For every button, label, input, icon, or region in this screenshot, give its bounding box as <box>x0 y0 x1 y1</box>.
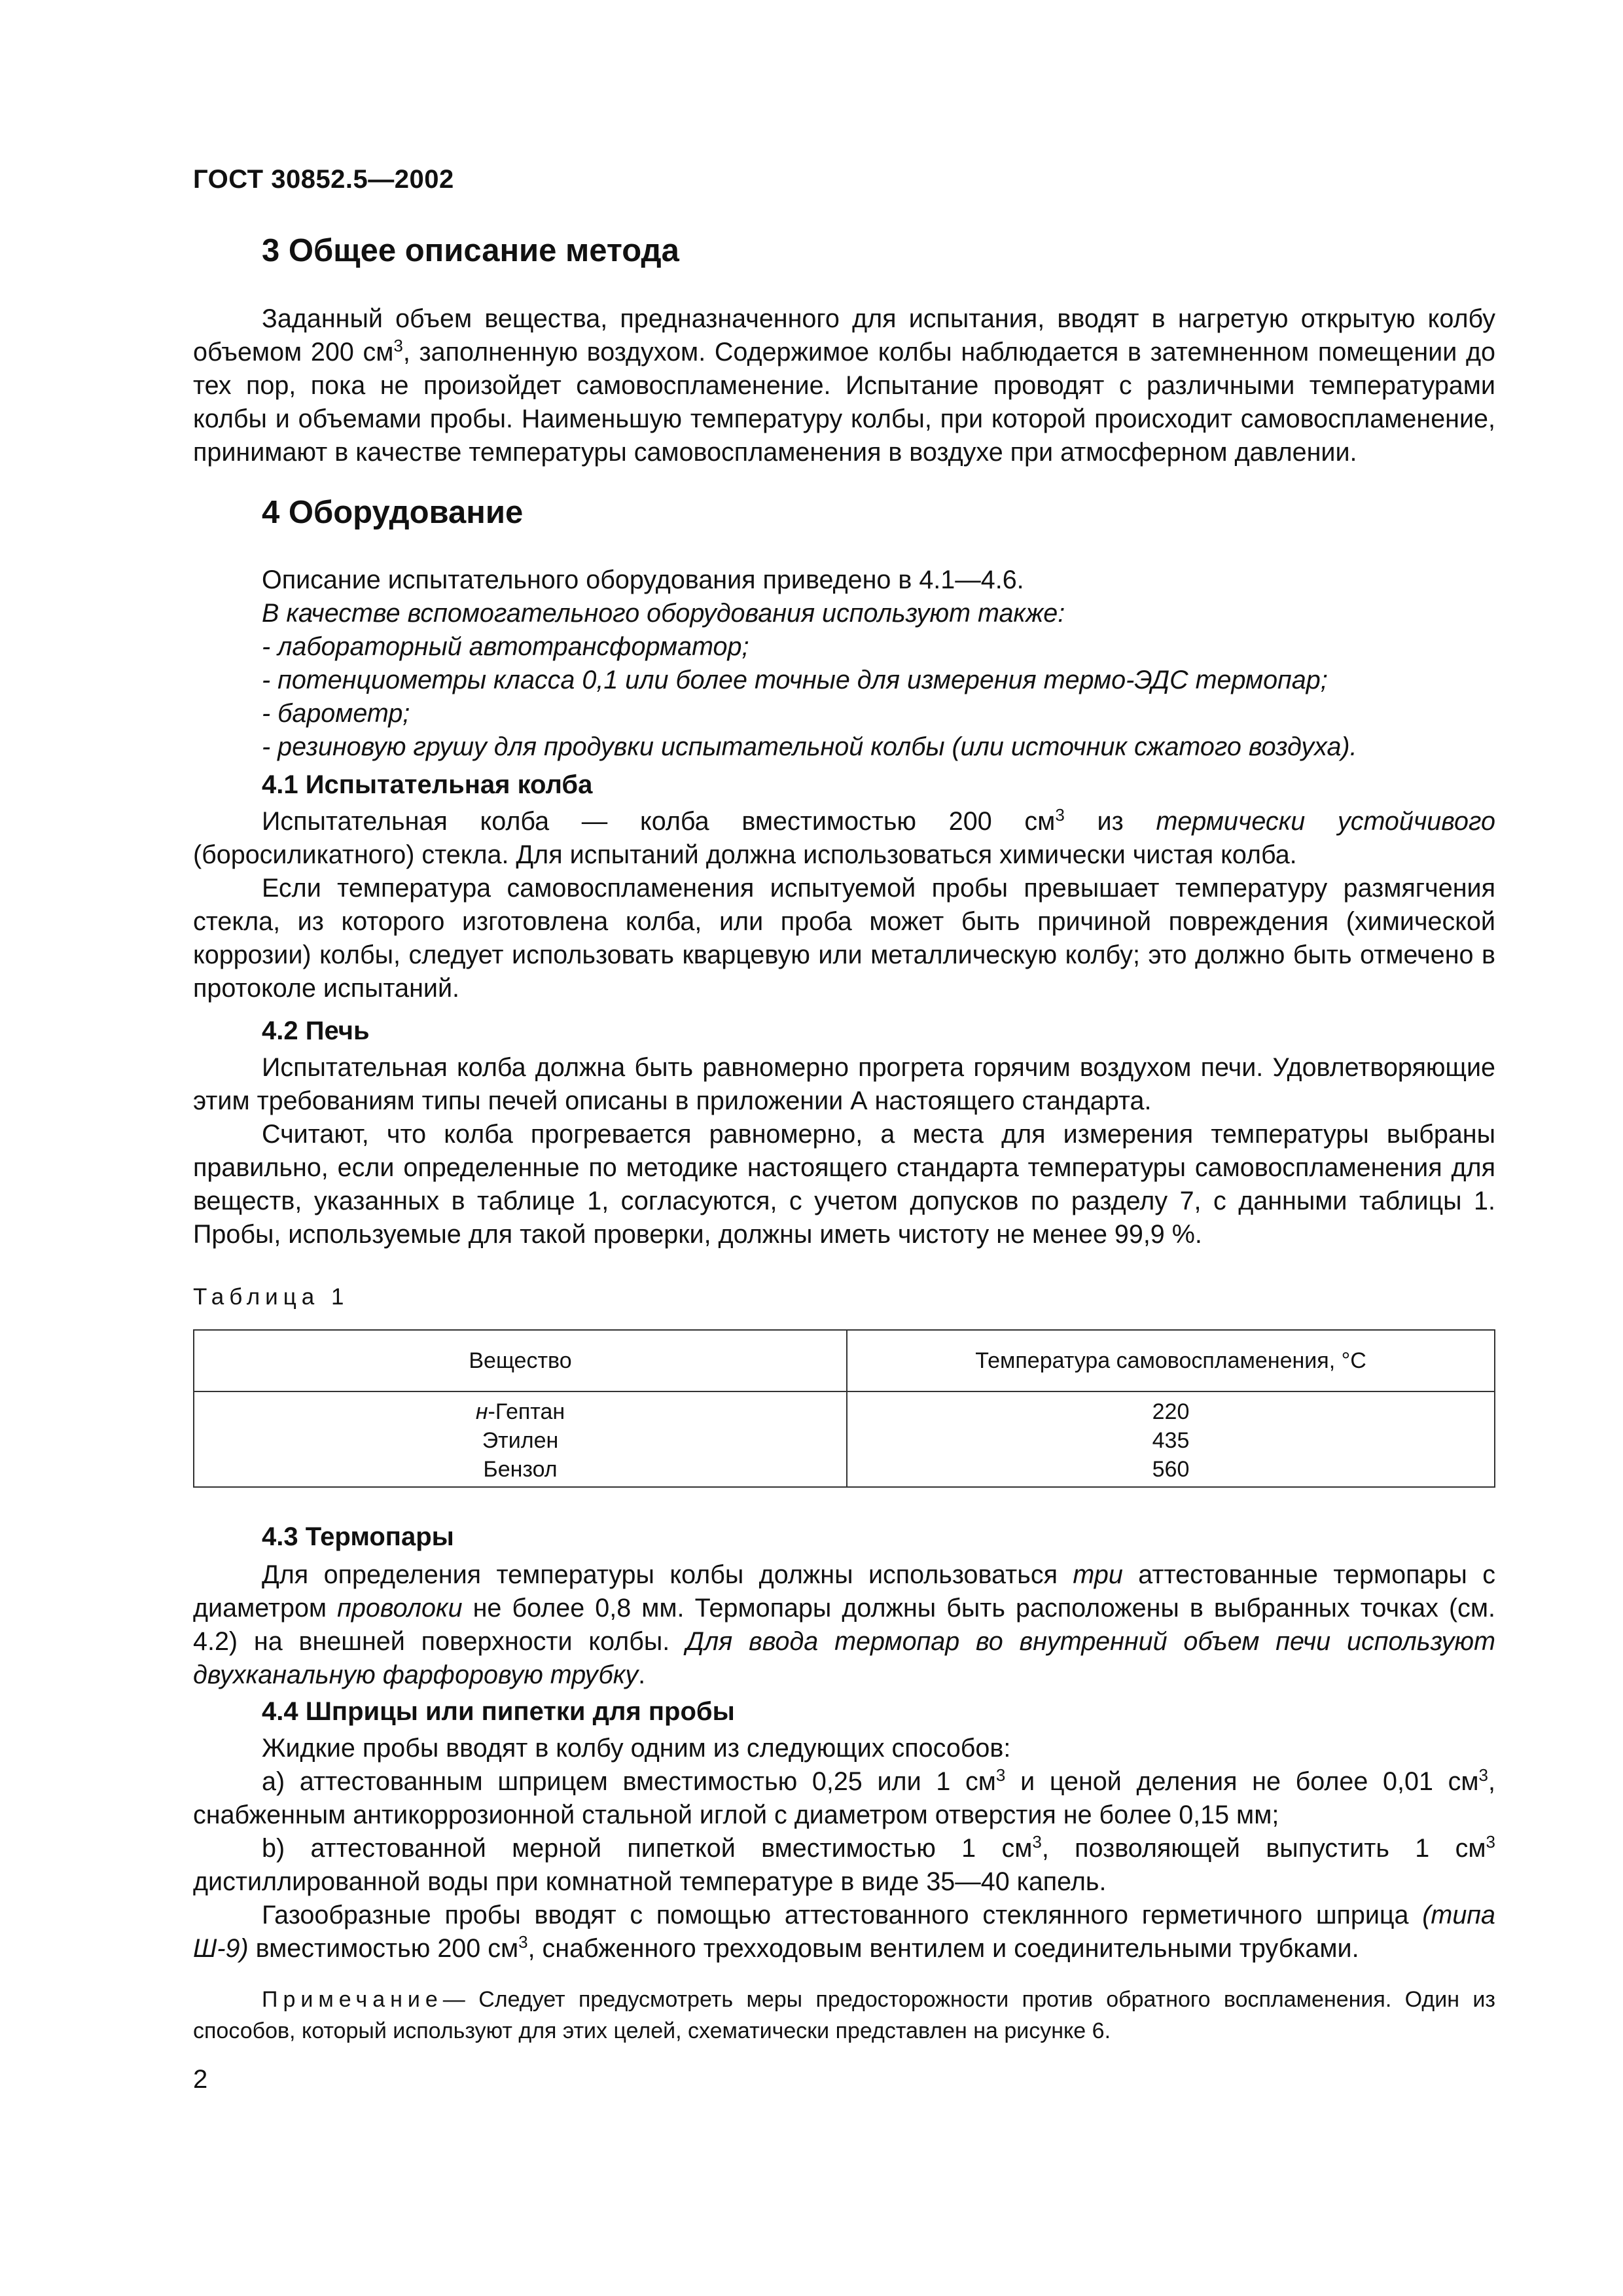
gas-samples: Газообразные пробы вводят с помощью аттестованного стеклянного герметичного шприца (типа Ш-9) вместимостью 200 $см^3$, снабженного трехходовым вентилем и соединительными трубками. <box>193 1901 1495 1963</box>
temperature-value: 220 <box>1152 1399 1190 1424</box>
section-3-title: 3 Общее описание метода <box>262 233 679 268</box>
table-row <box>194 1391 1495 1487</box>
option-a: a) аттестованным шприцем вместимостью 0,25 или 1 $см^3$ и ценой деления не более 0,01 $см^3$, снабженным антикоррозионной стальной иглой с диаметром отверстия не более 0,15 мм; <box>193 1765 1495 1829</box>
option-b: b) аттестованной мерной пипеткой вместимостью 1 $см^3$, позволяющей выпустить 1 $см^3$ дистиллированной воды при комнатной температуре в виде 35—40 капель. <box>193 1832 1495 1896</box>
section-3-paragraph: Заданный объем вещества, предназначенного для испытания, вводят в нагретую открытую колбу объемом 200 $см^3$, заполненную воздухом. Содержимое колбы наблюдается в затемненном помещении до тех пор, пока не произойдет самовоспламенение. Испытание проводят с различными температурами колбы и объемами пробы. Наименьшую температуру колбы, при которой происходит самовоспламенение, принимают в качестве температуры самовоспламенения в воздухе при атмосферном давлении. <box>193 304 1495 467</box>
table-cell-substances <box>194 1391 847 1487</box>
section-4-2-paragraph-1: Испытательная колба должна быть равномерно прогрета горячим воздухом печи. Удовлетворяющие этим требованиям типы печей описаны в приложении А настоящего стандарта. <box>193 1053 1495 1115</box>
section-4-3-title: 4.3 Термопары <box>262 1522 454 1551</box>
note-label: Примечание <box>262 1987 443 2012</box>
document-header: ГОСТ 30852.5—2002 <box>193 165 454 194</box>
temperature-value: 560 <box>1152 1457 1190 1482</box>
section-4-1-paragraph-2: Если температура самовоспламенения испытуемой пробы превышает температуру размягчения стекла, из которого изготовлена колба, или проба может быть причиной повреждения (химической коррозии) колбы, следует использовать кварцевую или металлическую колбу; это должно быть отмечено в протоколе испытаний. <box>193 874 1495 1003</box>
section-4-1-paragraph-1: Испытательная колба — колба вместимостью 200 $см^3$ из термически устойчивого (боросиликатного) стекла. Для испытаний должна использоваться химически чистая колба. <box>193 805 1495 869</box>
table-header-row <box>194 1330 1495 1391</box>
substance-name: н-Гептан <box>475 1399 565 1424</box>
page-number: 2 <box>193 2065 208 2094</box>
section-4-4-title: 4.4 Шприцы или пипетки для пробы <box>262 1697 735 1726</box>
section-4-1-title: 4.1 Испытательная колба <box>262 770 593 799</box>
section-4-4 <box>193 1694 1495 2047</box>
equipment-item: - потенциометры класса 0,1 или более точные для измерения термо-ЭДС термопар; <box>262 666 1328 694</box>
table-header-substance: Вещество <box>194 1330 847 1391</box>
temperature-value: 435 <box>1152 1428 1190 1453</box>
table-title: Таблица 1 <box>193 1284 349 1310</box>
section-4-2-paragraph-2: Считают, что колба прогревается равномерно, а места для измерения температуры выбраны правильно, если определенные по методике настоящего стандарта температуры самовоспламенения для веществ, указанных в таблице 1, согласуются, с учетом допусков по разделу 7, с данными таблицы 1. Пробы, используемые для такой проверки, должны иметь чистоту не менее 99,9 %. <box>193 1120 1495 1249</box>
table-1-caption <box>193 1284 1495 1310</box>
section-4-1 <box>193 767 1495 1005</box>
table-1 <box>193 1329 1495 1488</box>
note <box>193 1984 1495 2047</box>
section-4-2-title: 4.2 Печь <box>262 1016 370 1045</box>
table-cell-temperatures <box>847 1391 1495 1487</box>
section-4-2 <box>193 1013 1495 1251</box>
section-3 <box>193 232 1495 269</box>
equipment-item: - лабораторный автотрансформатор; <box>262 632 749 661</box>
section-4-intro: Описание испытательного оборудования приведено в 4.1—4.6. <box>262 565 1024 594</box>
section-4-3 <box>193 1519 1495 1692</box>
equipment-item: - барометр; <box>262 699 410 728</box>
section-4-body <box>193 564 1495 764</box>
equipment-item: - резиновую грушу для продувки испытательной колбы (или источник сжатого воздуха). <box>262 732 1357 761</box>
section-4 <box>193 494 1495 531</box>
note-text: — Следует предусмотреть меры предосторожности против обратного воспламенения. Один из способов, который используют для этих целей, схематически представлен на рисунке 6. <box>193 1987 1495 2043</box>
section-4-aux: В качестве вспомогательного оборудования используют также: <box>262 599 1065 628</box>
section-4-4-intro: Жидкие пробы вводят в колбу одним из следующих способов: <box>262 1734 1011 1763</box>
table-header-temperature: Температура самовоспламенения, °С <box>847 1330 1495 1391</box>
autoignition-table <box>193 1329 1495 1488</box>
substance-name: Этилен <box>482 1428 559 1453</box>
section-3-body <box>193 302 1495 469</box>
section-4-title: 4 Оборудование <box>262 495 524 530</box>
substance-name: Бензол <box>483 1457 558 1482</box>
section-4-3-paragraph: Для определения температуры колбы должны использоваться три аттестованные термопары с диаметром проволоки не более 0,8 мм. Термопары должны быть расположены в выбранных точках (см. 4.2) на внешней поверхности колбы. Для ввода термопар во внутренний объем печи используют двухканальную фарфоровую трубку. <box>193 1560 1496 1689</box>
